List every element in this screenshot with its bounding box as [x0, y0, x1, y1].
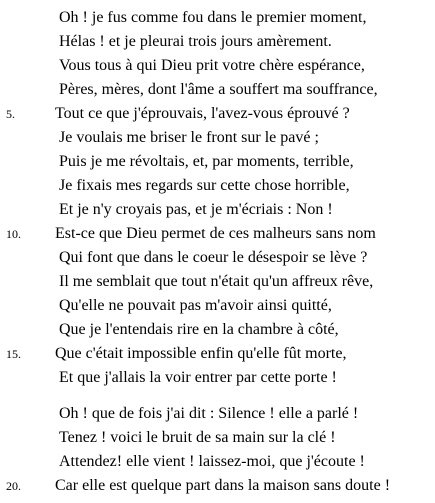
poem-line	[0, 30, 435, 54]
poem-line	[0, 150, 435, 174]
poem-line	[0, 246, 435, 270]
poem-line	[0, 78, 435, 102]
line-text: Et je n'y croyais pas, et je m'écriais : Non !	[59, 201, 333, 218]
poem-line	[0, 198, 435, 222]
line-text: Attendez! elle vient ! laissez-moi, que j'écoute !	[59, 453, 365, 470]
poem-line	[0, 342, 435, 366]
line-text: Hélas ! et je pleurai trois jours amèrement.	[59, 33, 332, 50]
poem-line	[0, 270, 435, 294]
line-text: Je fixais mes regards sur cette chose horrible,	[59, 177, 350, 194]
poem-line	[0, 426, 435, 450]
line-text: Tenez ! voici le bruit de sa main sur la clé !	[59, 429, 336, 446]
line-text: Tout ce que j'éprouvais, l'avez-vous éprouvé ?	[55, 105, 350, 122]
poem-line	[0, 174, 435, 198]
line-number: 10.	[6, 227, 21, 241]
poem-line	[0, 318, 435, 342]
line-number: 5.	[6, 107, 15, 121]
poem-line	[0, 6, 435, 30]
poem-line	[0, 366, 435, 390]
line-text: Que c'était impossible enfin qu'elle fût morte,	[55, 345, 347, 362]
poem-line	[0, 450, 435, 474]
line-number: 20.	[6, 479, 21, 493]
line-text: Qui font que dans le coeur le désespoir se lève ?	[59, 249, 368, 266]
line-text: Puis je me révoltais, et, par moments, terrible,	[59, 153, 354, 170]
line-text: Vous tous à qui Dieu prit votre chère espérance,	[59, 57, 365, 74]
line-number: 15.	[6, 347, 21, 361]
line-text: Qu'elle ne pouvait pas m'avoir ainsi quitté,	[59, 297, 332, 314]
poem-line	[0, 102, 435, 126]
line-text: Je voulais me briser le front sur le pavé ;	[59, 129, 319, 146]
poem-line	[0, 222, 435, 246]
line-text: Car elle est quelque part dans la maison sans doute !	[55, 477, 391, 494]
poem-line	[0, 474, 435, 498]
line-text: Oh ! que de fois j'ai dit : Silence ! elle a parlé !	[59, 405, 359, 422]
poem-line	[0, 126, 435, 150]
poem-line	[0, 54, 435, 78]
line-text: Est-ce que Dieu permet de ces malheurs sans nom	[55, 225, 376, 242]
line-text: Et que j'allais la voir entrer par cette porte !	[59, 369, 337, 386]
line-text: Il me semblait que tout n'était qu'un affreux rêve,	[59, 273, 374, 290]
poem-line	[0, 402, 435, 426]
line-text: Que je l'entendais rire en la chambre à côté,	[59, 321, 339, 338]
poem-line	[0, 294, 435, 318]
line-text: Oh ! je fus comme fou dans le premier moment,	[59, 9, 367, 26]
line-text: Pères, mères, dont l'âme a souffert ma souffrance,	[59, 81, 378, 98]
